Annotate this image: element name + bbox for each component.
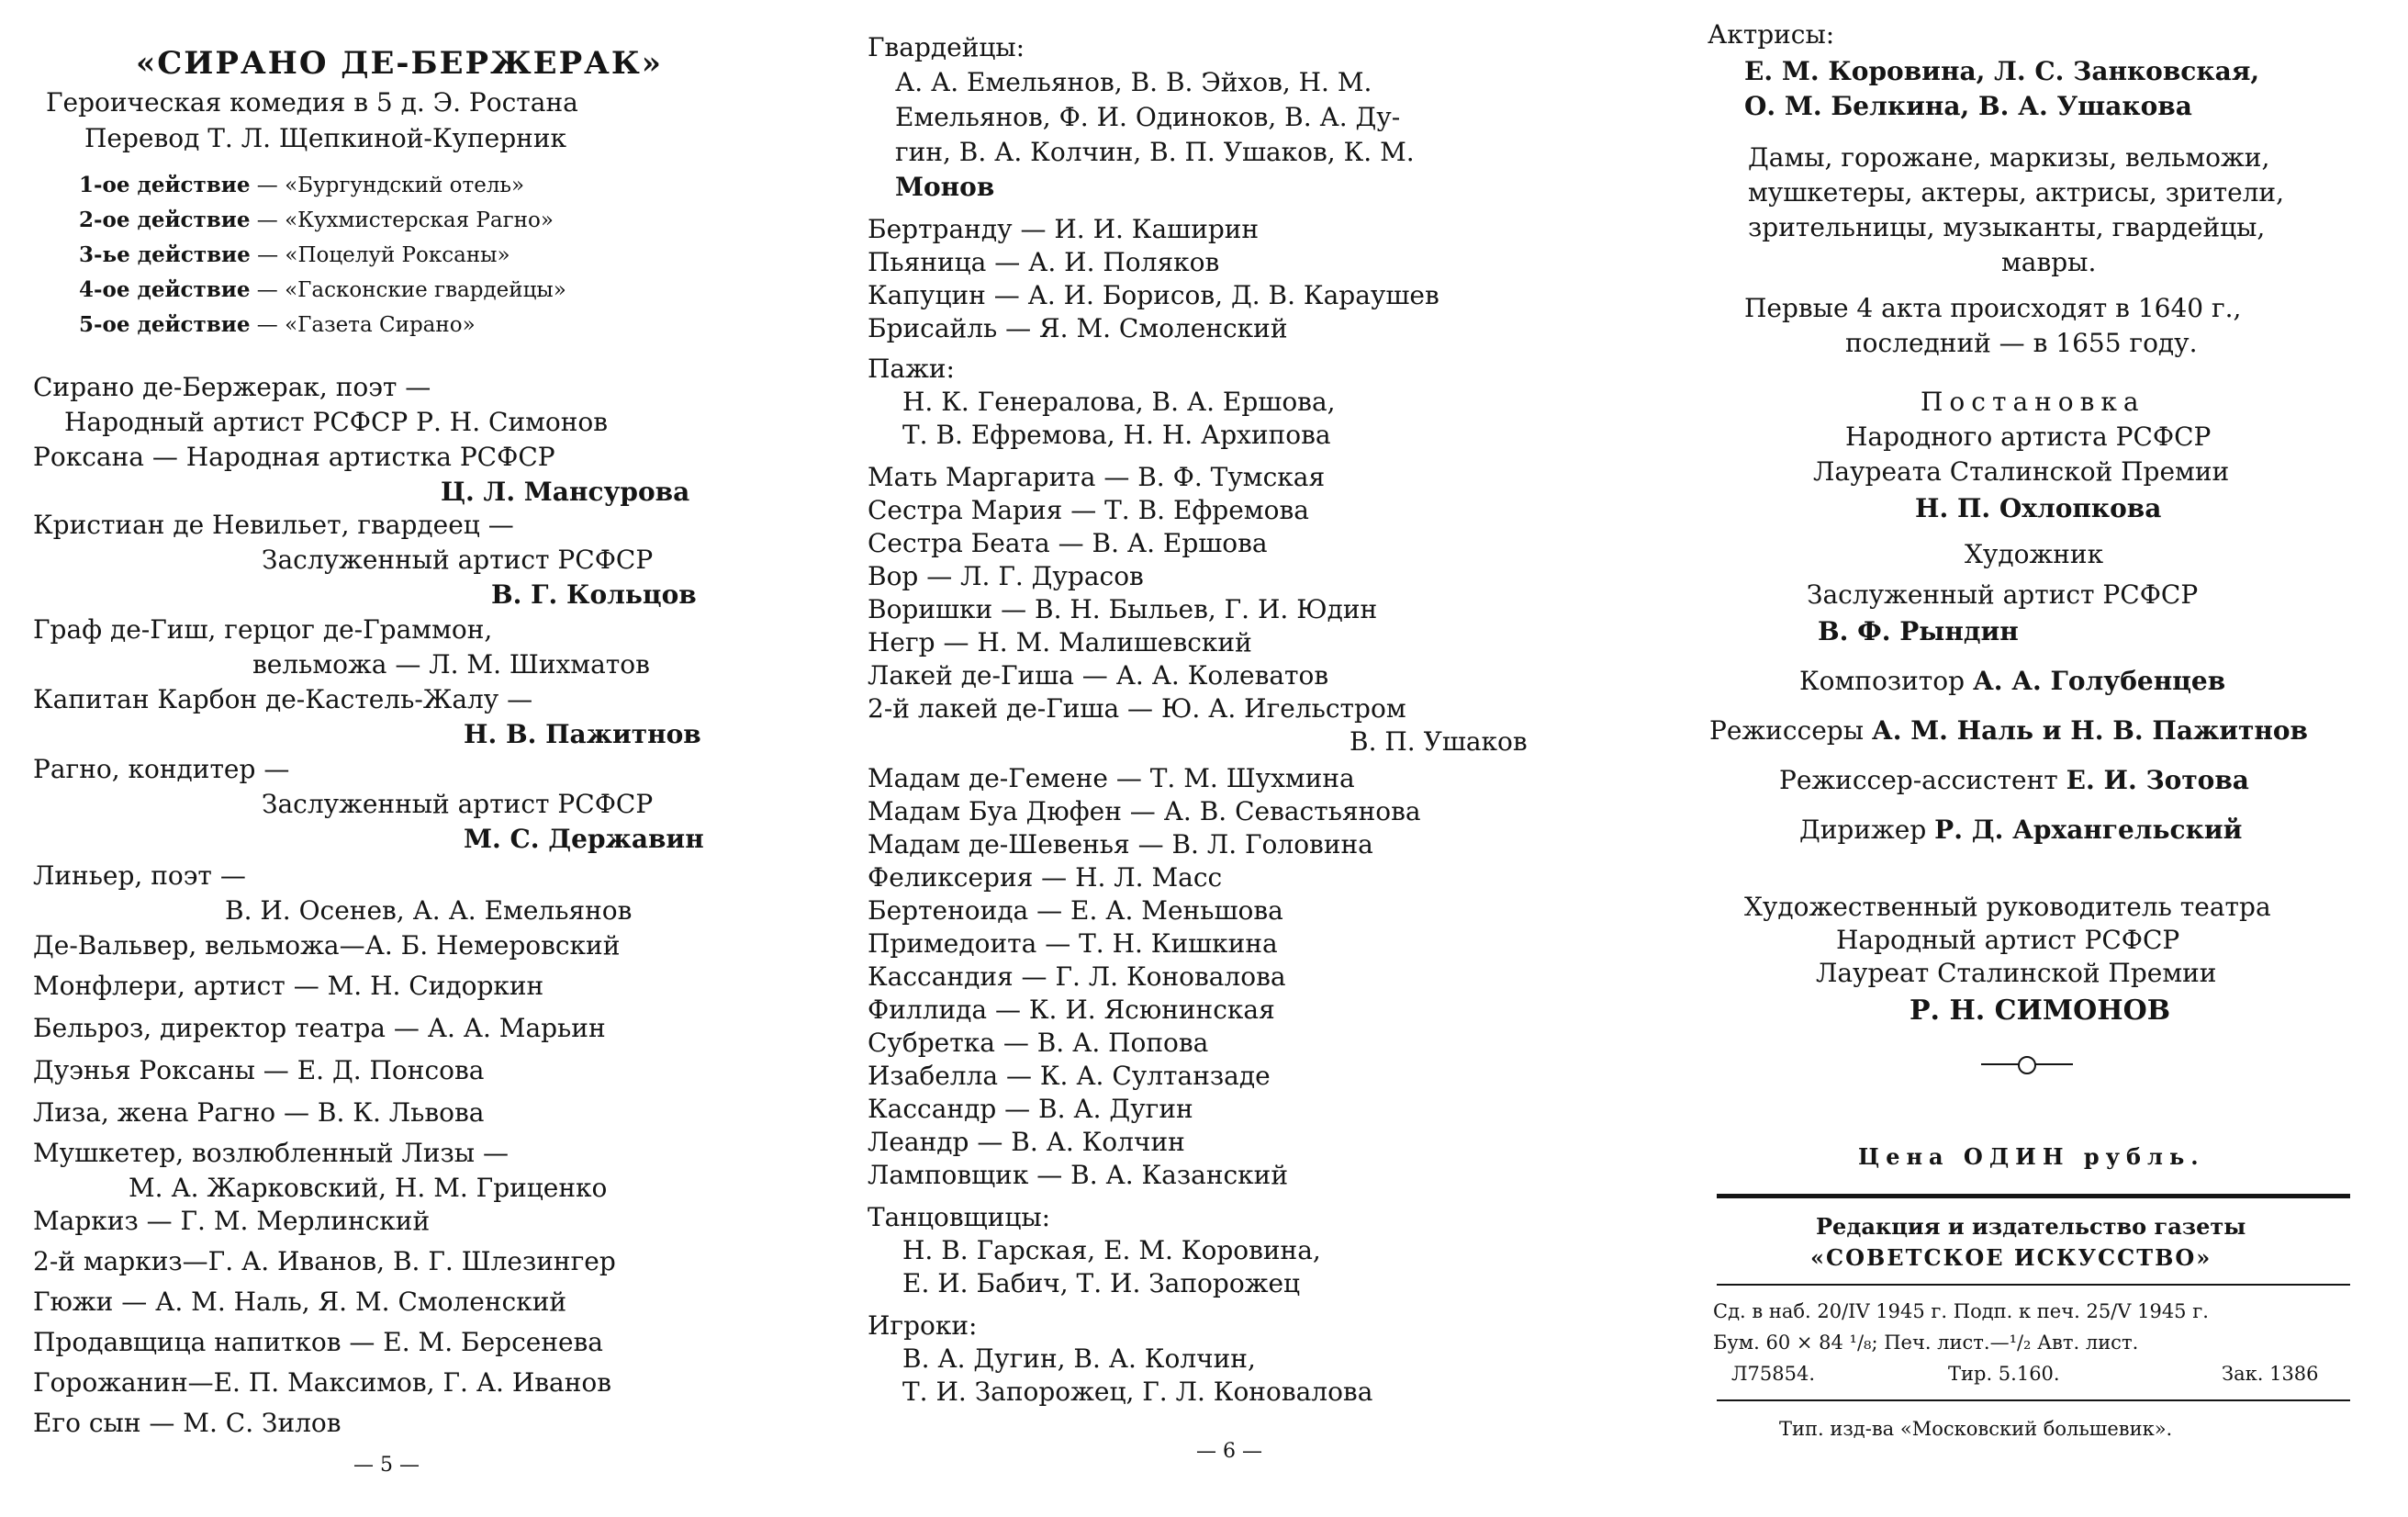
cast-line: Сестра Беата — В. А. Ершова [868, 528, 1268, 558]
group-heading: Гвардейцы: [868, 32, 1025, 62]
cast-line: Капуцин — А. И. Борисов, Д. В. Караушев [868, 280, 1439, 310]
bottom-rule [1717, 1399, 2350, 1401]
cast-line: Пьяница — А. И. Поляков [868, 247, 1220, 277]
cast-line: Роксана — Народная артистка РСФСР [33, 442, 555, 472]
crowd-text: Дамы, горожане, маркизы, вельможи, [1748, 142, 2270, 173]
cast-line: Е. М. Коровина, Л. С. Занковская, [1744, 56, 2260, 86]
cast-line: М. А. Жарковский, Н. М. Гриценко [129, 1173, 608, 1203]
cast-line: Мадам де-Шевенья — В. Л. Головина [868, 829, 1373, 860]
cast-line: Бертранду — И. И. Каширин [868, 214, 1260, 244]
cast-line: Сирано де-Бержерак, поэт — [33, 372, 431, 402]
mid-rule [1717, 1284, 2350, 1286]
cast-line: В. П. Ушаков [1350, 726, 1528, 757]
cast-line: Примедоита — Т. Н. Кишкина [868, 928, 1278, 959]
price: Цена ОДИН рубль. [1858, 1143, 2205, 1170]
act-2: 2-ое действие — «Кухмистерская Рагно» [79, 208, 554, 232]
cast-line: Емельянов, Ф. И. Одиноков, В. А. Ду- [895, 102, 1401, 132]
cast-line: Вор — Л. Г. Дурасов [868, 561, 1144, 591]
cast-line: Ц. Л. Мансурова [441, 477, 690, 507]
cast-line: М. С. Державин [464, 824, 704, 854]
middle-page [868, 0, 1584, 1517]
cast-line: Бертеноида — Е. А. Меньшова [868, 895, 1283, 926]
crowd-text: мушкетеры, актеры, актрисы, зрители, [1748, 177, 2284, 208]
cast-line: Рагно, кондитер — [33, 754, 290, 784]
publisher-name: «СОВЕТСКОЕ ИСКУССТВО» [1810, 1244, 2212, 1271]
act-5: 5-ое действие — «Газета Сирано» [79, 312, 476, 337]
group-heading: Актрисы: [1708, 19, 1835, 50]
cast-line: Дуэнья Роксаны — Е. Д. Понсова [33, 1055, 485, 1085]
cast-line: Лакей де-Гиша — А. А. Колеватов [868, 660, 1329, 691]
group-heading: Танцовщицы: [868, 1202, 1051, 1232]
cast-line: Филлида — К. И. Ясюнинская [868, 994, 1275, 1025]
cast-line: Е. И. Бабич, Т. И. Запорожец [902, 1268, 1301, 1298]
production-line: Народного артиста РСФСР [1845, 421, 2212, 452]
artistic-director-line: Народный артист РСФСР [1836, 925, 2180, 955]
cast-line: Бельроз, директор театра — А. А. Марьин [33, 1013, 606, 1043]
imprint-line: Сд. в наб. 20/IV 1945 г. Подп. к печ. 25/V 1945 г. [1713, 1300, 2209, 1322]
cast-line: вельможа — Л. М. Шихматов [252, 649, 650, 680]
right-page [1708, 0, 2378, 1517]
cast-line: Мадам де-Гемене — Т. М. Шухмина [868, 763, 1355, 793]
cast-line: Продавщица напитков — Е. М. Берсенева [33, 1327, 604, 1357]
translation-credit: Перевод Т. Л. Щепкиной-Куперник [84, 123, 566, 153]
cast-line: Брисайль — Я. М. Смоленский [868, 313, 1288, 343]
play-title: «СИРАНО ДЕ-БЕРЖЕРАК» [136, 45, 664, 82]
cast-line: Н. В. Гарская, Е. М. Коровина, [902, 1235, 1321, 1265]
cast-line: Субретка — В. А. Попова [868, 1028, 1209, 1058]
cast-line: 2-й маркиз—Г. А. Иванов, В. Г. Шлезингер [33, 1246, 616, 1276]
cast-line: Негр — Н. М. Малишевский [868, 627, 1252, 657]
directors-credit: Режиссеры А. М. Наль и Н. В. Пажитнов [1709, 715, 2309, 746]
assistant-credit: Режиссер-ассистент Е. И. Зотова [1779, 765, 2249, 795]
cast-line: Мадам Буа Дюфен — А. В. Севастьянова [868, 796, 1421, 826]
cast-line: Монов [895, 172, 995, 202]
cast-line: Изабелла — К. А. Султанзаде [868, 1061, 1271, 1091]
cast-line: Народный артист РСФСР Р. Н. Симонов [64, 407, 609, 437]
cast-line: Т. В. Ефремова, Н. Н. Архипова [902, 420, 1331, 450]
artistic-director-line: Художественный руководитель театра [1744, 892, 2271, 922]
cast-line: 2-й лакей де-Гиша — Ю. А. Игельстром [868, 693, 1406, 724]
act-3: 3-ье действие — «Поцелуй Роксаны» [79, 242, 510, 267]
act-1: 1-ое действие — «Бургундский отель» [79, 173, 525, 197]
play-subtitle: Героическая комедия в 5 д. Э. Ростана [46, 87, 578, 118]
production-line: Лауреата Сталинской Премии [1813, 456, 2230, 487]
cast-line: Ламповщик — В. А. Казанский [868, 1160, 1288, 1190]
cast-line: В. И. Осенев, А. А. Емельянов [225, 895, 633, 926]
setting-note: последний — в 1655 году. [1845, 328, 2198, 358]
cast-line: В. А. Дугин, В. А. Колчин, [902, 1343, 1256, 1374]
artist-title: Заслуженный артист РСФСР [1807, 579, 2199, 610]
ornament-circle [2018, 1056, 2036, 1074]
cast-line: Гюжи — А. М. Наль, Я. М. Смоленский [33, 1287, 567, 1317]
cast-line: Н. К. Генералова, В. А. Ершова, [902, 387, 1336, 417]
cast-line: Де-Вальвер, вельможа—А. Б. Немеровский [33, 930, 621, 961]
imprint-line: Бум. 60 × 84 ¹/₈; Печ. лист.—¹/₂ Авт. лист. [1713, 1332, 2139, 1354]
production-label: Постановка [1921, 387, 2145, 417]
artist-label: Художник [1965, 539, 2104, 569]
cast-line: Воришки — В. Н. Быльев, Г. И. Юдин [868, 594, 1378, 624]
imprint-order: Зак. 1386 [2222, 1363, 2319, 1385]
page-number: — 5 — [353, 1454, 420, 1477]
artistic-director-line: Лауреат Сталинской Премии [1816, 958, 2217, 988]
cast-line: В. Г. Кольцов [491, 579, 697, 610]
publisher-line: Редакция и издательство газеты [1816, 1213, 2246, 1240]
cast-line: Заслуженный артист РСФСР [262, 545, 654, 575]
left-page [28, 0, 744, 1517]
cast-line: Линьер, поэт — [33, 860, 246, 891]
cast-line: Граф де-Гиш, герцог де-Граммон, [33, 614, 493, 645]
cast-line: Т. И. Запорожец, Г. Л. Коновалова [902, 1377, 1373, 1407]
setting-note: Первые 4 акта происходят в 1640 г., [1744, 293, 2242, 323]
cast-line: Кассандия — Г. Л. Коновалова [868, 961, 1286, 992]
cast-line: Н. В. Пажитнов [464, 719, 701, 749]
cast-line: А. А. Емельянов, В. В. Эйхов, Н. М. [895, 67, 1372, 97]
cast-line: Феликсерия — Н. Л. Масс [868, 862, 1223, 893]
top-rule [1717, 1194, 2350, 1198]
cast-line: гин, В. А. Колчин, В. П. Ушаков, К. М. [895, 137, 1415, 167]
printer-line: Тип. изд-ва «Московский большевик». [1779, 1418, 2173, 1440]
composer-credit: Композитор А. А. Голубенцев [1799, 666, 2226, 696]
cast-line: Его сын — М. С. Зилов [33, 1408, 342, 1438]
cast-line: Маркиз — Г. М. Мерлинский [33, 1206, 431, 1236]
cast-line: Леандр — В. А. Колчин [868, 1127, 1185, 1157]
crowd-text: зрительницы, музыканты, гвардейцы, [1748, 212, 2266, 242]
cast-line: Сестра Мария — Т. В. Ефремова [868, 495, 1309, 525]
imprint-number: Л75854. [1731, 1363, 1816, 1385]
cast-line: Капитан Карбон де-Кастель-Жалу — [33, 684, 533, 714]
conductor-credit: Дирижер Р. Д. Архангельский [1799, 815, 2243, 845]
cast-line: Заслуженный артист РСФСР [262, 789, 654, 819]
cast-line: Мать Маргарита — В. Ф. Тумская [868, 462, 1326, 492]
artist-name: В. Ф. Рындин [1818, 616, 2019, 646]
director-name: Н. П. Охлопкова [1915, 493, 2162, 523]
cast-line: Кристиан де Невильет, гвардеец — [33, 510, 514, 540]
cast-line: Горожанин—Е. П. Максимов, Г. А. Иванов [33, 1367, 611, 1398]
cast-line: Лиза, жена Рагно — В. К. Львова [33, 1097, 485, 1128]
cast-line: Монфлери, артист — М. Н. Сидоркин [33, 971, 544, 1001]
artistic-director-name: Р. Н. СИМОНОВ [1910, 994, 2171, 1027]
cast-line: Кассандр — В. А. Дугин [868, 1094, 1193, 1124]
page-number: — 6 — [1196, 1440, 1262, 1463]
act-4: 4-ое действие — «Гасконские гвардейцы» [79, 277, 566, 302]
imprint-print-run: Тир. 5.160. [1948, 1363, 2060, 1385]
crowd-text: мавры. [2001, 247, 2097, 277]
cast-line: Мушкетер, возлюбленный Лизы — [33, 1138, 509, 1168]
group-heading: Игроки: [868, 1310, 978, 1341]
group-heading: Пажи: [868, 354, 955, 384]
cast-line: О. М. Белкина, В. А. Ушакова [1744, 91, 2192, 121]
